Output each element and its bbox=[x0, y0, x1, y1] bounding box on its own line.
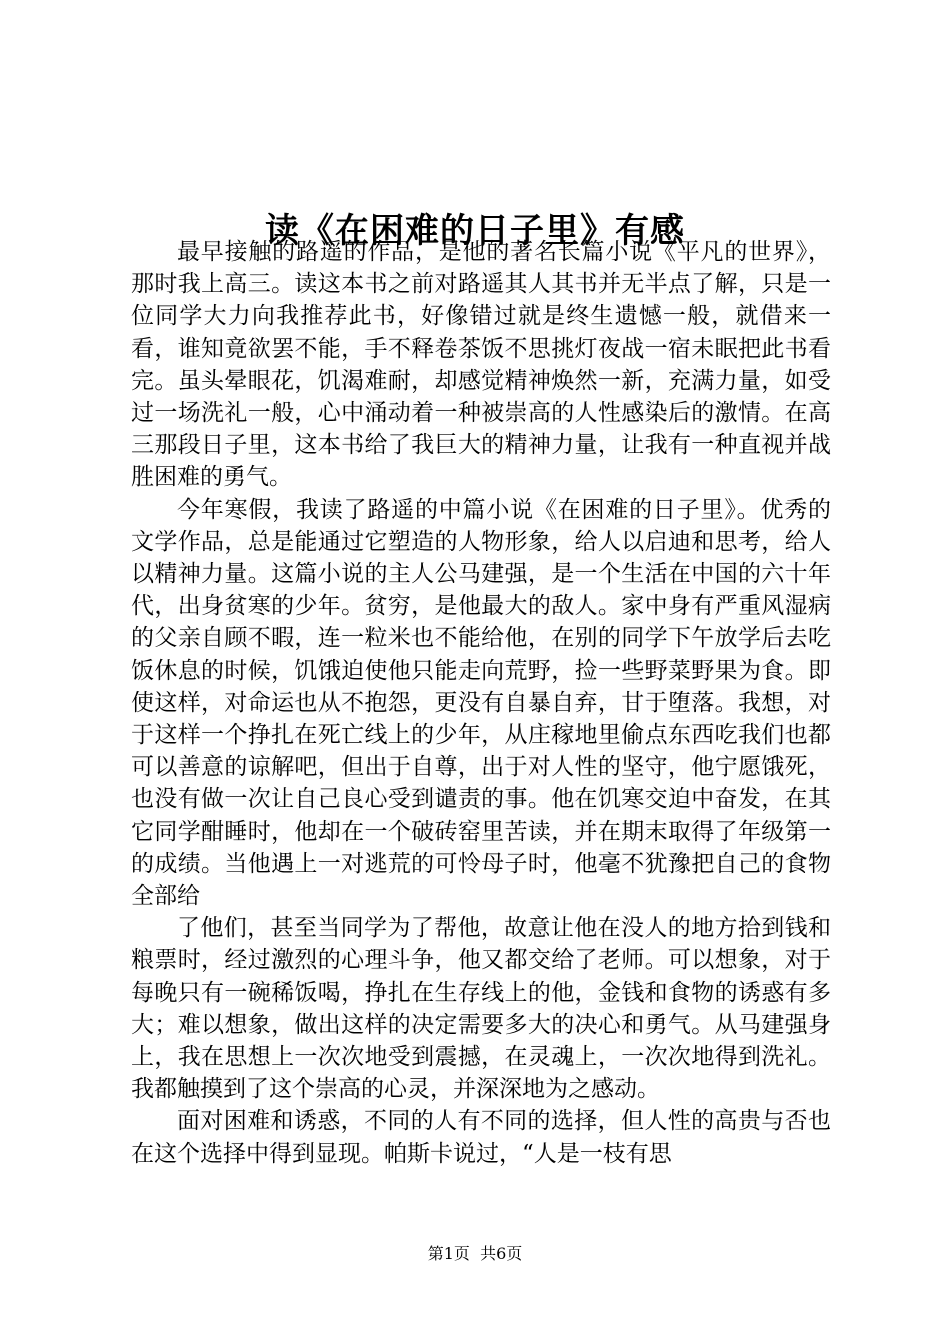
page-label: 第 bbox=[427, 1244, 444, 1263]
paragraph: 最早接触的路遥的作品，是他的著名长篇小说《平凡的世界》，那时我上高三。读这本书之前对路遥其人其书并无半点了解，只是一位同学大力向我推荐此书，好像错过就是终生遗憾一般，就借来一看，谁知竟欲罢不能，手不释卷茶饭不思挑灯夜战一宿未眠把此书看完。虽头晕眼花，饥渴难耐，却感觉精神焕然一新，充满力量，如受过一场洗礼一般，心中涌动着一种被崇高的人性感染后的激情。在高三那段日子里，这本书给了我巨大的精神力量，让我有一种直视并战胜困难的勇气。 bbox=[131, 239, 831, 491]
total-pages: 6 bbox=[496, 1244, 507, 1263]
page-footer bbox=[0, 1243, 950, 1265]
total-unit: 页 bbox=[506, 1244, 523, 1263]
page-unit: 页 bbox=[453, 1244, 470, 1263]
paragraph: 面对困难和诱惑，不同的人有不同的选择，但人性的高贵与否也在这个选择中得到显现。帕斯卡说过，“人是一枝有思 bbox=[131, 1108, 831, 1167]
page-number: 1 bbox=[443, 1244, 454, 1263]
total-label: 共 bbox=[480, 1244, 497, 1263]
document-body bbox=[131, 236, 831, 1170]
paragraph: 了他们，甚至当同学为了帮他，故意让他在没人的地方拾到钱和粮票时，经过激烈的心理斗争，他又都交给了老师。可以想象，对于每晚只有一碗稀饭喝，挣扎在生存线上的他，金钱和食物的诱惑有多大；难以想象，做出这样的决定需要多大的决心和勇气。从马建强身上，我在思想上一次次地受到震撼，在灵魂上，一次次地得到洗礼。我都触摸到了这个崇高的心灵，并深深地为之感动。 bbox=[131, 915, 831, 1103]
document-title: 读《在困难的日子里》有感 bbox=[265, 210, 685, 251]
paragraph: 今年寒假，我读了路遥的中篇小说《在困难的日子里》。优秀的文学作品，总是能通过它塑造的人物形象，给人以启迪和思考，给人以精神力量。这篇小说的主人公马建强，是一个生活在中国的六十年代，出身贫寒的少年。贫穷，是他最大的敌人。家中身有严重风湿病的父亲自顾不暇，连一粒米也不能给他，在别的同学下午放学后去吃饭休息的时候，饥饿迫使他只能走向荒野，捡一些野菜野果为食。即使这样，对命运也从不抱怨，更没有自暴自弃，甘于堕落。我想，对于这样一个挣扎在死亡线上的少年，从庄稼地里偷点东西吃我们也都可以善意的谅解吧，但出于自尊，出于对人性的坚守，他宁愿饿死，也没有做一次让自己良心受到谴责的事。他在饥寒交迫中奋发，在其它同学酣睡时，他却在一个破砖窑里苦读，并在期末取得了年级第一的成绩。当他遇上一对逃荒的可怜母子时，他毫不犹豫把自己的食物全部给 bbox=[131, 496, 831, 910]
